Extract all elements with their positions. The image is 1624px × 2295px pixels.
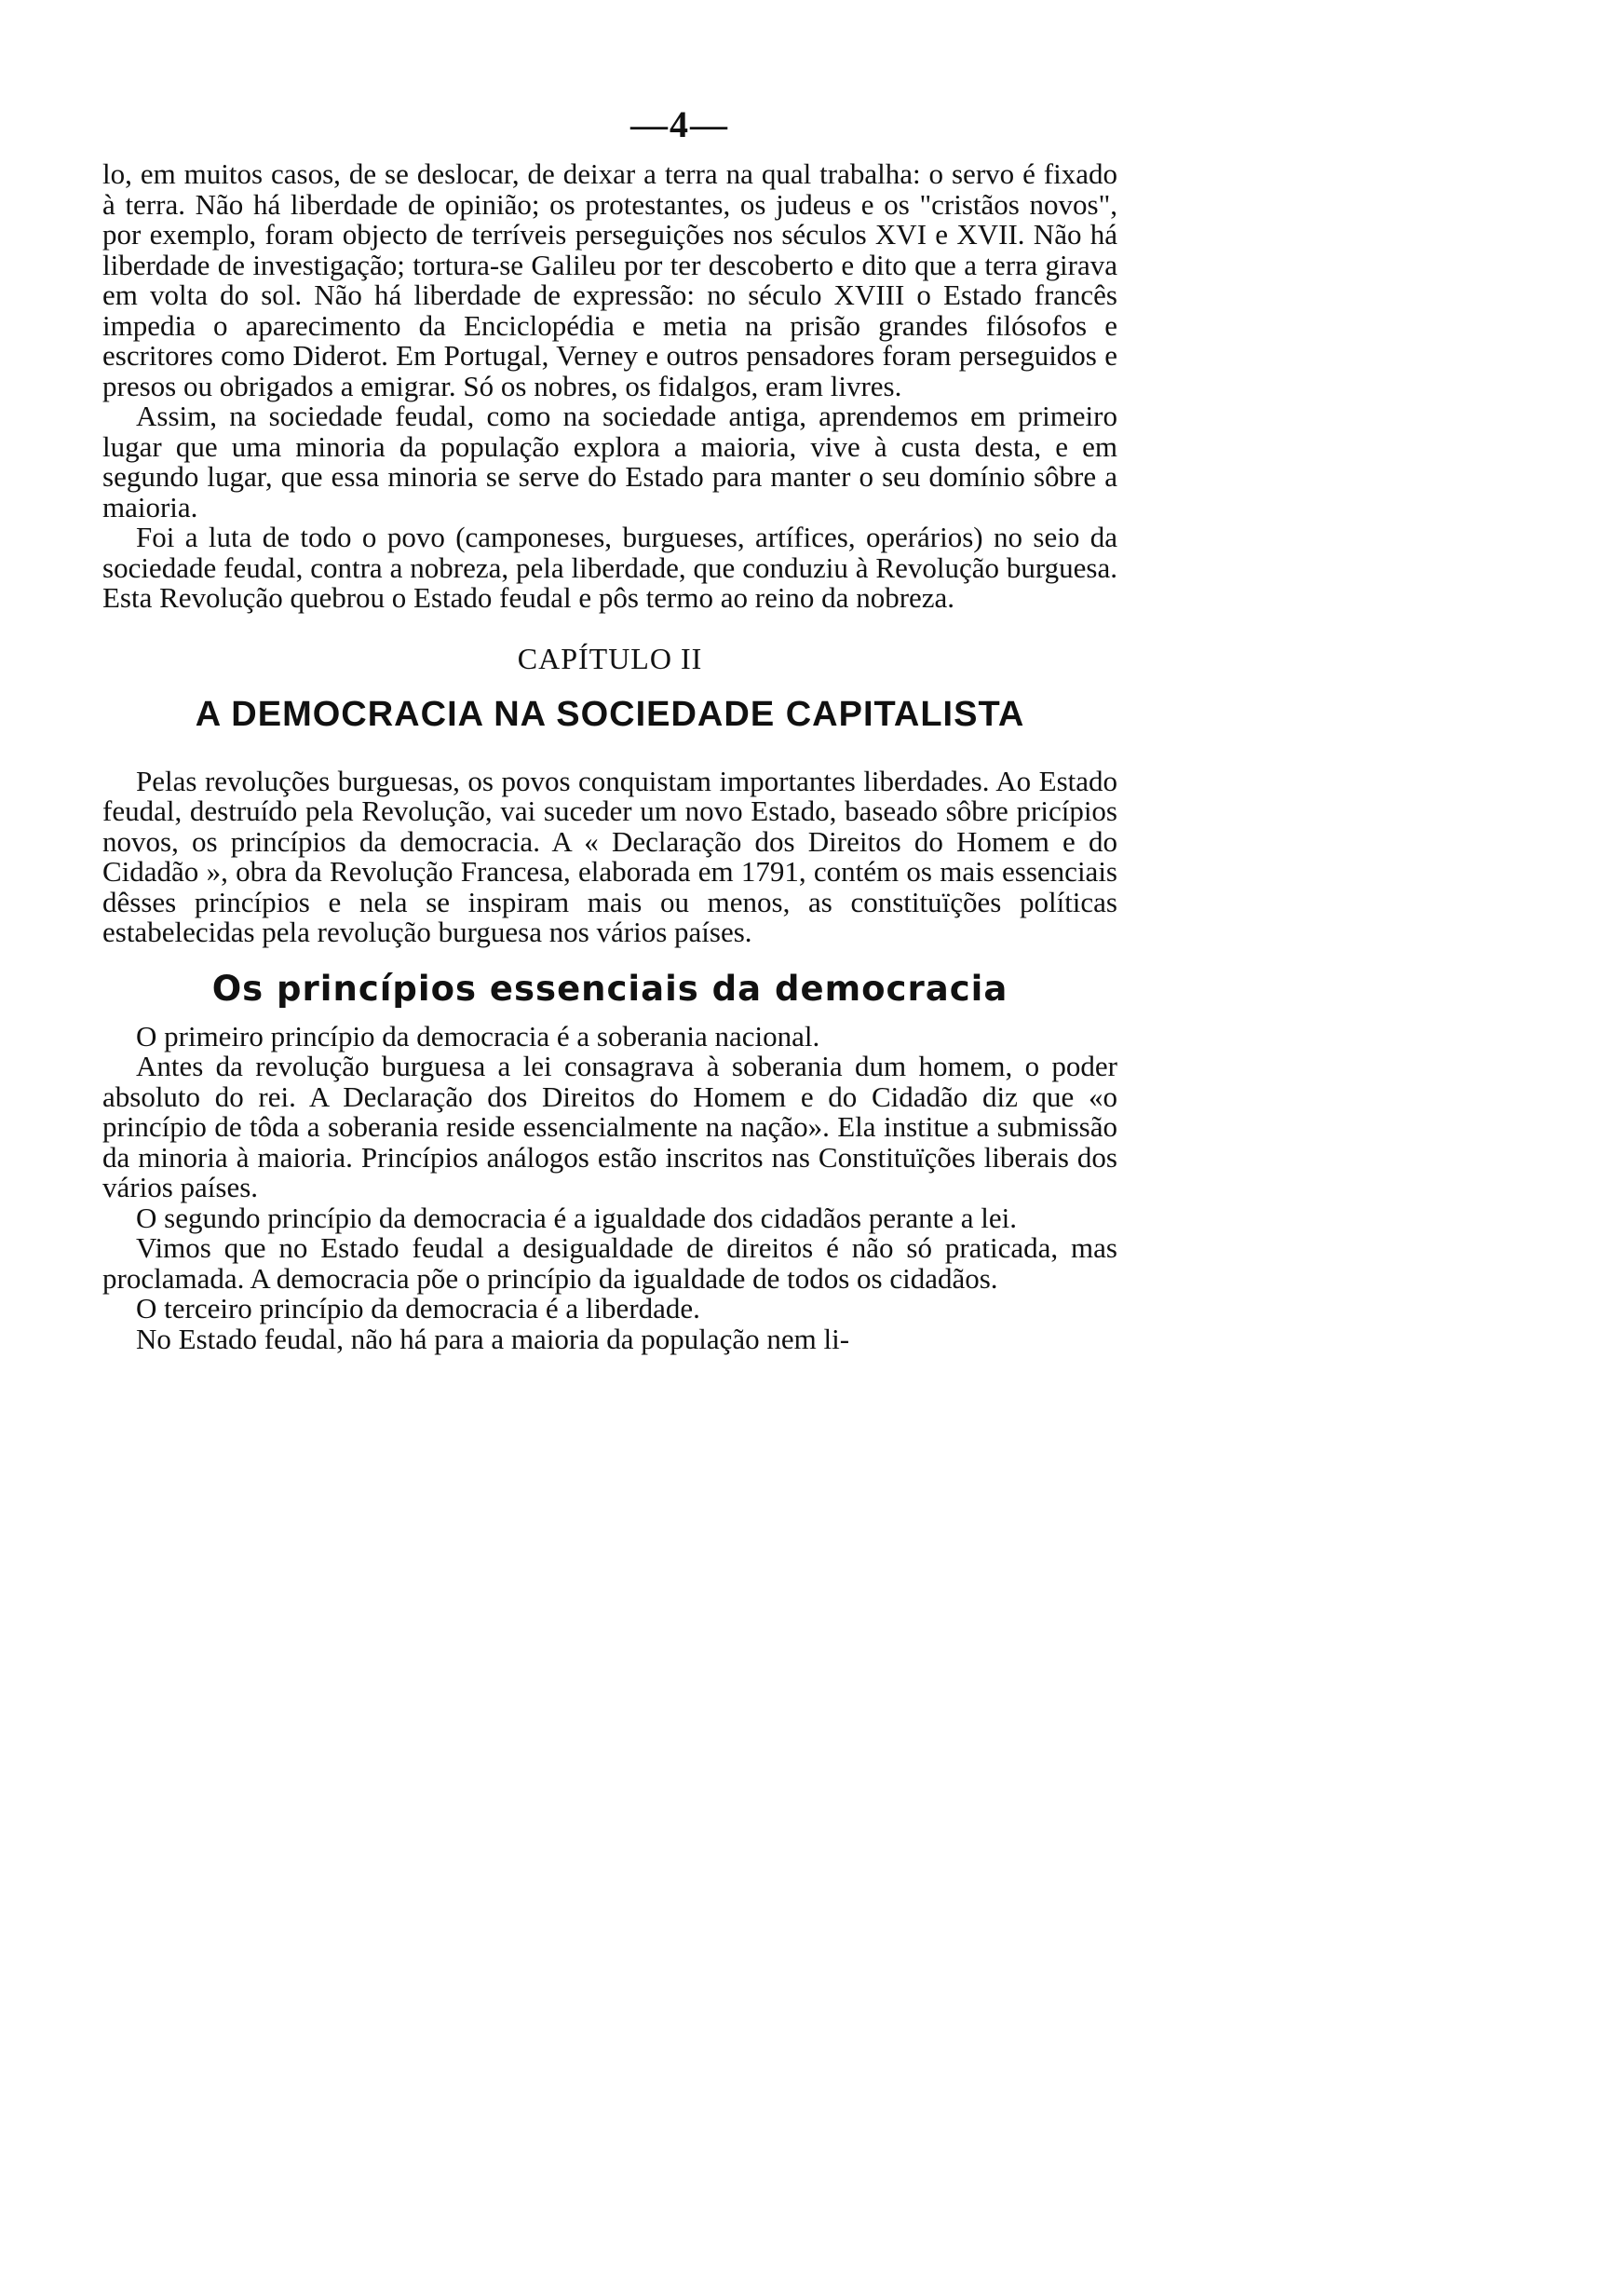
section-paragraph-5: O terceiro princípio da democracia é a liberdade. <box>136 1292 700 1324</box>
document-page <box>102 102 1117 1354</box>
intro-paragraph-3: Foi a luta de todo o povo (camponeses, burgueses, artífices, operários) no seio da sociedade feudal, contra a nobreza, pela liberdade, que conduziu à Revolução burguesa. Esta Revolução quebrou o Estado feudal e pôs termo ao reino da nobreza. <box>102 521 1117 614</box>
chapter-title: A DEMOCRACIA NA SOCIEDADE CAPITALISTA <box>195 694 1025 734</box>
chapter-text <box>102 764 1117 948</box>
section-text <box>102 1019 1117 1355</box>
intro-paragraph-2: Assim, na sociedade feudal, como na sociedade antiga, aprendemos em primeiro lugar que uma minoria da população explora a maioria, vive à custa desta, e em segundo lugar, que essa minoria se serve do Estado para manter o seu domínio sôbre a maioria. <box>102 400 1117 523</box>
section-paragraph-4: Vimos que no Estado feudal a desigualdade de direitos é não só praticada, mas proclamada. A democracia põe o princípio da igualdade de todos os cidadãos. <box>102 1231 1117 1295</box>
section-paragraph-1: O primeiro princípio da democracia é a soberania nacional. <box>136 1019 820 1052</box>
section-paragraph-2: Antes da revolução burguesa a lei consagrava à soberania dum homem, o poder absoluto do rei. A Declaração dos Direitos do Homem e do Cidadão diz que «o princípio de tôda a soberania reside essencialmente na nação». Ela institue a submissão da minoria à maioria. Princípios análogos estão inscritos nas Constituïções liberais dos vários países. <box>102 1050 1117 1203</box>
page-number: —4— <box>630 103 729 145</box>
chapter-paragraph-1: Pelas revoluções burguesas, os povos conquistam importantes liberdades. Ao Estado feudal, destruído pela Revolução, vai suceder um novo Estado, baseado sôbre pricípios novos, os princípios da democracia. A « Declaração dos Direitos do Homem e do Cidadão », obra da Revolução Francesa, elaborada em 1791, contém os mais essenciais dêsses princípios e nela se inspiram mais ou menos, as constituïções políticas estabelecidas pela revolução burguesa nos vários países. <box>102 764 1117 948</box>
intro-paragraph-1: lo, em muitos casos, de se deslocar, de deixar a terra na qual trabalha: o servo é fixado à terra. Não há liberdade de opinião; os protestantes, os judeus e os "cristãos novos", por exemplo, foram objecto de terríveis perseguições nos séculos XVI e XVII. Não há liberdade de investigação; tortura-se Galileu por ter descoberto e dito que a terra girava em volta do sol. Não há liberdade de expressão: no século XVIII o Estado francês impedia o aparecimento da Enciclopédia e metia na prisão grandes filósofos e escritores como Diderot. Em Portugal, Verney e outros pensadores foram perseguidos e presos ou obrigados a emigrar. Só os nobres, os fidalgos, eram livres. <box>102 157 1117 402</box>
section-title: Os princípios essenciais da democracia <box>211 968 1008 1009</box>
section-paragraph-3: O segundo princípio da democracia é a igualdade dos cidadãos perante a lei. <box>136 1201 1017 1234</box>
intro-text <box>102 159 1117 614</box>
section-paragraph-6: No Estado feudal, não há para a maioria da população nem li- <box>136 1322 850 1355</box>
chapter-label: CAPÍTULO II <box>517 641 703 675</box>
